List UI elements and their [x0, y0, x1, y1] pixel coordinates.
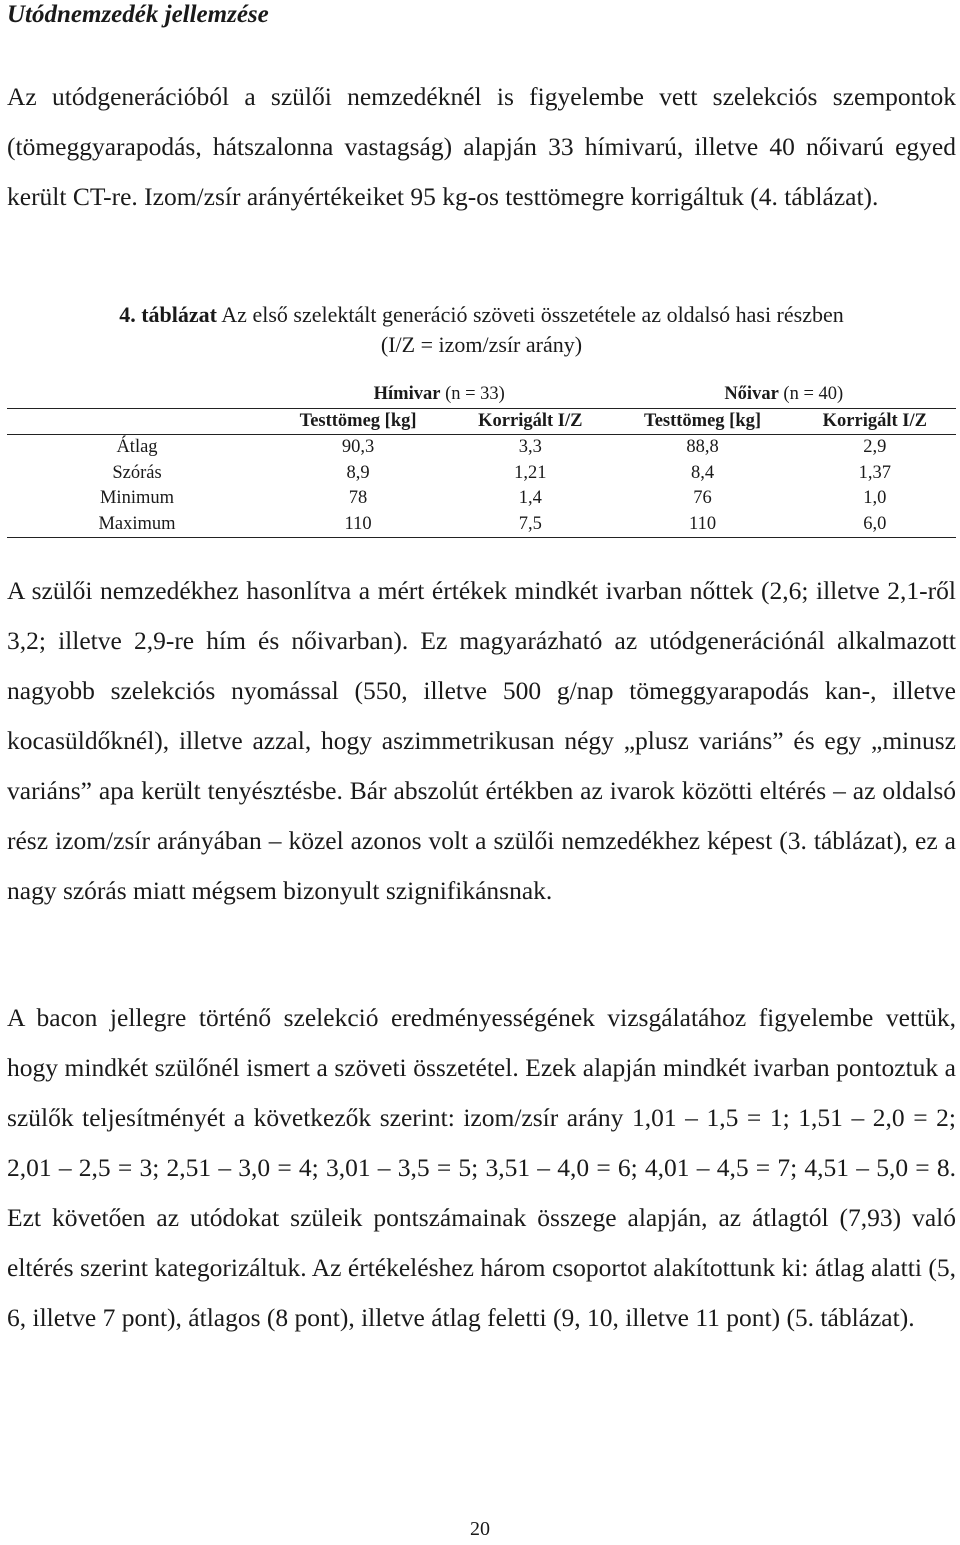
row-label: Minimum — [99, 488, 174, 508]
table-group-header-row — [7, 382, 956, 408]
table-caption-text: Az első szelektált generáció szöveti összetétele az oldalsó hasi részben — [217, 302, 844, 327]
column-header: Testtömeg [kg] — [611, 408, 793, 435]
section-heading: Utódnemzedék jellemzése — [7, 1, 269, 28]
paragraph-intro: Az utódgenerációból a szülői nemzedéknél is figyelembe vett szelekciós szempontok (tömeggyarapodás, hátszalonna vastagság) alapján 33 hímivarú, illetve 40 nőivarú egyed került CT-re. Izom/zsír arányértékeiket 95 kg-os testtömegre korrigáltuk (4. táblázat). — [7, 82, 956, 211]
table-cell: 7,5 — [449, 512, 611, 538]
table-cell: 8,4 — [690, 462, 715, 483]
group-header-male: Hímivar (n = 33) — [267, 382, 611, 408]
table-cell: 110 — [267, 512, 449, 538]
column-header: Korrigált I/Z — [794, 408, 956, 435]
table-cell: 1,0 — [863, 488, 887, 508]
paragraph-comparison: A szülői nemzedékhez hasonlítva a mért értékek mindkét ivarban nőttek (2,6; illetve 2,1-ről 3,2; illetve 2,9-re hím és nőivarban). Ez magyarázható az utódgenerációnál alkalmazott nagyobb szelekciós nyomással (550, illetve 500 g/nap tömeggyarapodás kan-, illetve kocasüldőknél), illetve azzal, hogy aszimmetrikusan négy „plusz variáns” és egy „minusz variáns” apa került tenyésztésbe. Bár abszolút értékben az ivarok közötti eltérés – az oldalsó rész izom/zsír arányában – közel azonos volt a szülői nemzedékhez képest (3. táblázat), ez a nagy szórás miatt mégsem bizonyult szignifikánsnak. — [7, 576, 956, 905]
table-row — [7, 486, 956, 512]
table-row — [7, 435, 956, 461]
table-column-header-row — [7, 408, 956, 435]
column-header: Testtömeg [kg] — [267, 408, 449, 435]
column-header: Korrigált I/Z — [449, 408, 611, 435]
table-cell: 1,4 — [518, 488, 542, 508]
table-cell: 2,9 — [863, 437, 887, 457]
row-label: Átlag — [116, 437, 158, 457]
page-number: 20 — [470, 1518, 490, 1540]
row-label: Szórás — [112, 462, 162, 483]
group-header-female: Nőivar (n = 40) — [611, 382, 956, 408]
table-cell: 1,21 — [514, 462, 547, 483]
table-cell: 110 — [611, 512, 793, 538]
table-cell: 6,0 — [794, 512, 956, 538]
table-cell: 1,37 — [858, 462, 891, 483]
row-label: Maximum — [7, 512, 267, 538]
data-table — [7, 382, 956, 538]
table-row — [7, 461, 956, 487]
table-cell: 76 — [693, 488, 712, 508]
table-cell: 8,9 — [346, 462, 370, 483]
table-cell: 88,8 — [686, 437, 719, 457]
table-caption-lead: 4. táblázat — [119, 302, 217, 327]
table-row — [7, 512, 956, 538]
table-cell: 90,3 — [341, 437, 375, 457]
table-cell: 3,3 — [518, 437, 542, 457]
paragraph-scoring: A bacon jellegre történő szelekció eredményességének vizsgálatához figyelembe vettük, hogy mindkét szülőnél ismert a szöveti összetétel. Ezek alapján mindkét ivarban pontoztuk a szülők teljesítményét a következők szerint: izom/zsír arány 1,01 – 1,5 = 1; 1,51 – 2,0 = 2; 2,01 – 2,5 = 3; 2,51 – 3,0 = 4; 3,01 – 3,5 = 5; 3,51 – 4,0 = 6; 4,01 – 4,5 = 7; 4,51 – 5,0 = 8. Ezt követően az utódokat szüleik pontszámainak összege alapján, az átlagtól (7,93) való eltérés szerint kategorizáltuk. Az értékeléshez három csoportot alakítottunk ki: átlag alatti (5, 6, illetve 7 pont), átlagos (8 pont), illetve átlag feletti (9, 10, illetve 11 pont) (5. táblázat). — [7, 1003, 956, 1332]
table-caption — [7, 300, 956, 360]
table-caption-subtitle: (I/Z = izom/zsír arány) — [380, 332, 583, 357]
table-cell: 78 — [348, 488, 368, 508]
